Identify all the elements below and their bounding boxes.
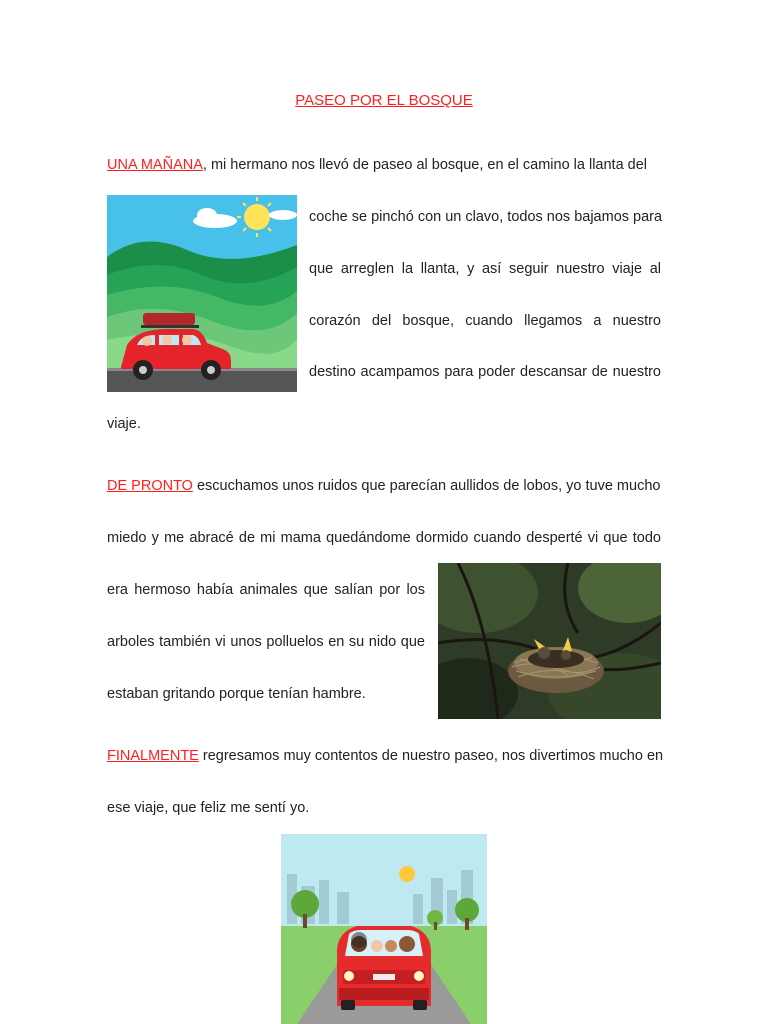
p2-line-5: estaban gritando porque tenían hambre. <box>107 686 366 702</box>
p2-line-1 <box>107 476 661 496</box>
p2-text-1: escuchamos unos ruidos que parecían aullidos de lobos, yo tuve mucho <box>192 478 661 494</box>
p1-text-1: , mi hermano nos llevó de paseo al bosque, en el camino la llanta del <box>202 157 648 173</box>
p3-lead: FINALMENTE <box>107 748 199 764</box>
p1-line-6: viaje. <box>107 416 141 432</box>
car-hills-illustration <box>107 195 297 392</box>
p1-line-3: que arreglen la llanta, y así seguir nuestro viaje al <box>309 261 661 277</box>
p1-line-4: corazón del bosque, cuando llegamos a nuestro <box>309 313 661 329</box>
bird-nest-photo <box>438 563 661 719</box>
p2-line-3: era hermoso había animales que salían por los <box>107 582 425 598</box>
p2-line-2: miedo y me abracé de mi mama quedándome dormido cuando desperté vi que todo <box>107 530 661 546</box>
p1-line-5: destino acampamos para poder descansar de nuestro <box>309 364 661 380</box>
p3-line-2: ese viaje, que feliz me sentí yo. <box>107 800 310 816</box>
p1-line-2: coche se pinchó con un clavo, todos nos bajamos para <box>309 209 663 225</box>
document-title: PASEO POR EL BOSQUE <box>295 92 473 109</box>
p2-lead: DE PRONTO <box>107 478 193 494</box>
p3-line-1 <box>107 746 664 766</box>
p2-line-4: arboles también vi unos polluelos en su nido que <box>107 634 425 650</box>
family-car-illustration <box>281 834 487 1024</box>
p1-lead: UNA MAÑANA <box>107 157 203 173</box>
p1-line-1 <box>107 155 661 175</box>
p3-text-1: regresamos muy contentos de nuestro paseo, nos divertimos mucho en <box>198 748 664 764</box>
